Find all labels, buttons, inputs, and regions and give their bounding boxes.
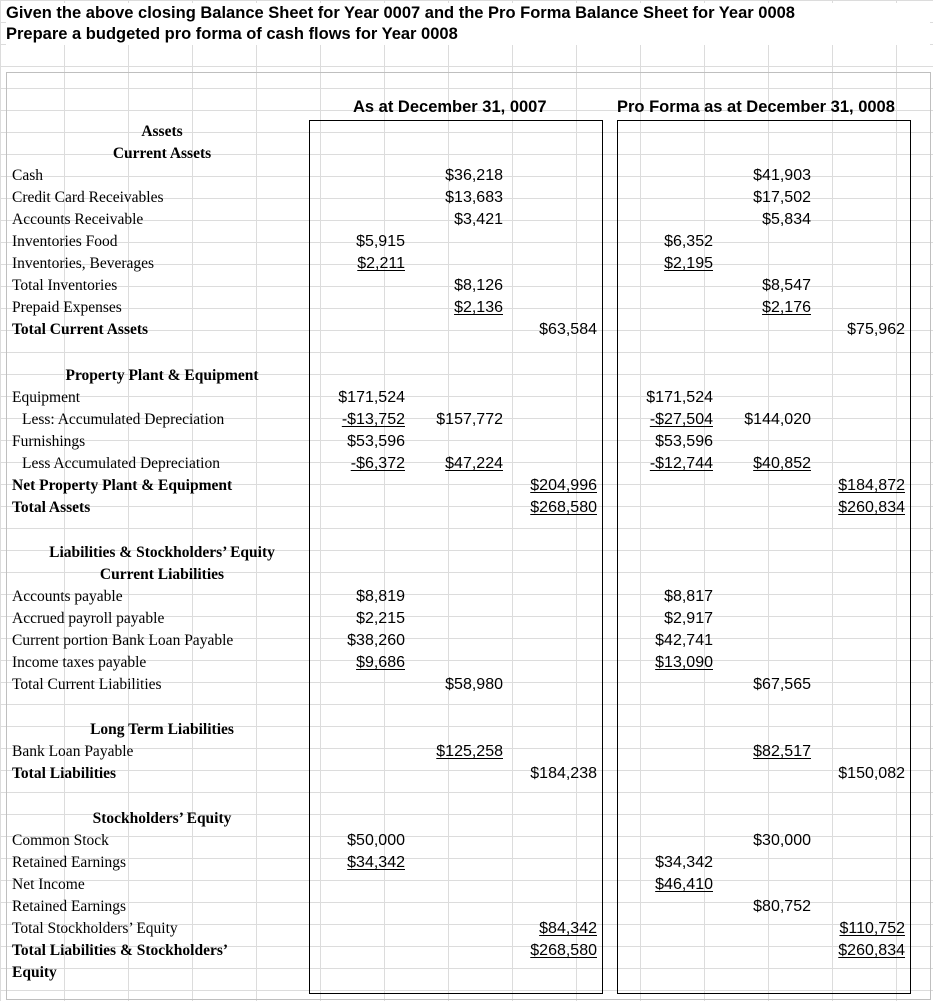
inventories-beverages-y7: $2,211 (357, 255, 405, 272)
income-taxes-y7: $9,686 (356, 654, 405, 671)
total-current-assets-label: Total Current Assets (12, 321, 149, 338)
total-liabilities-y7: $184,238 (530, 765, 597, 782)
title-line-2: Prepare a budgeted pro forma of cash flows for Year 0008 (6, 25, 458, 43)
total-assets-y8: $260,834 (838, 499, 905, 516)
inventories-food-y7: $5,915 (356, 233, 405, 250)
common-stock-label: Common Stock (12, 832, 109, 849)
current-liabilities-heading: Current Liabilities (99, 566, 225, 583)
net-equipment-y7: $157,772 (436, 411, 503, 428)
common-stock-y7: $50,000 (347, 832, 405, 849)
acc-dep-equipment-label: Less: Accumulated Depreciation (22, 411, 225, 428)
total-assets-label: Total Assets (12, 499, 91, 516)
furnishings-label: Furnishings (12, 433, 86, 450)
net-furnishings-y7: $47,224 (445, 455, 503, 472)
net-income-y8: $46,410 (655, 876, 713, 893)
title-line-1: Given the above closing Balance Sheet for Year 0007 and the Pro Forma Balance Sheet for Year 0008 (6, 4, 795, 22)
liabilities-equity-heading: Liabilities & Stockholders’ Equity (49, 544, 275, 561)
page-title (6, 3, 930, 45)
total-current-assets-y8: $75,962 (847, 321, 905, 338)
acc-dep-equipment-y7: -$13,752 (341, 411, 405, 428)
accounts-receivable-label: Accounts Receivable (12, 211, 144, 228)
total-liabilities-label: Total Liabilities (12, 765, 117, 782)
prepaid-expenses-y8: $2,176 (762, 299, 811, 316)
net-ppe-y8: $184,872 (838, 477, 905, 494)
total-assets-y7: $268,580 (530, 499, 597, 516)
net-income-label: Net Income (12, 876, 85, 893)
acc-dep-equipment-y8: -$27,504 (649, 411, 713, 428)
total-liabilities-y8: $150,082 (838, 765, 905, 782)
prepaid-expenses-label: Prepaid Expenses (12, 299, 122, 316)
accounts-payable-y8: $8,817 (664, 588, 713, 605)
total-liabilities-equity-label-2: Equity (12, 964, 57, 981)
cash-y7: $36,218 (445, 167, 503, 184)
furnishings-y8: $53,596 (655, 433, 713, 450)
equipment-y8: $171,524 (646, 389, 713, 406)
credit-card-y8: $17,502 (753, 189, 811, 206)
bank-loan-y8: $82,517 (753, 743, 811, 760)
current-assets-heading: Current Assets (112, 145, 212, 162)
inventories-food-y8: $6,352 (664, 233, 713, 250)
retained-earnings-y8: $34,342 (655, 854, 713, 871)
accounts-payable-y7: $8,819 (356, 588, 405, 605)
accrued-payroll-y7: $2,215 (356, 610, 405, 627)
total-current-liabilities-y8: $67,565 (753, 676, 811, 693)
total-equity-y7: $84,342 (539, 920, 597, 937)
net-ppe-y7: $204,996 (530, 477, 597, 494)
credit-card-label: Credit Card Receivables (12, 189, 164, 206)
acc-dep-furnishings-y7: -$6,372 (350, 455, 405, 472)
current-bank-loan-y8: $42,741 (655, 632, 713, 649)
total-inventories-y7: $8,126 (454, 277, 503, 294)
accrued-payroll-label: Accrued payroll payable (12, 610, 165, 627)
retained-earnings-end-y8: $80,752 (753, 898, 811, 915)
long-term-liabilities-heading: Long Term Liabilities (90, 721, 234, 738)
bank-loan-y7: $125,258 (436, 743, 503, 760)
total-current-assets-y7: $63,584 (539, 321, 597, 338)
retained-earnings-end-label: Retained Earnings (12, 898, 127, 915)
inventories-food-label: Inventories Food (12, 233, 118, 250)
income-taxes-y8: $13,090 (655, 654, 713, 671)
total-liabilities-equity-y7: $268,580 (530, 942, 597, 959)
acc-dep-furnishings-label: Less Accumulated Depreciation (22, 455, 220, 472)
current-bank-loan-label: Current portion Bank Loan Payable (12, 632, 234, 649)
assets-heading: Assets (141, 123, 183, 140)
common-stock-y8: $30,000 (753, 832, 811, 849)
accounts-receivable-y8: $5,834 (762, 211, 811, 228)
inventories-beverages-y8: $2,195 (664, 255, 713, 272)
retained-earnings-y7: $34,342 (347, 854, 405, 871)
acc-dep-furnishings-y8: -$12,744 (649, 455, 713, 472)
ppe-heading: Property Plant & Equipment (65, 367, 259, 384)
equipment-label: Equipment (12, 389, 81, 406)
retained-earnings-label: Retained Earnings (12, 854, 127, 871)
income-taxes-label: Income taxes payable (12, 654, 147, 671)
total-liabilities-equity-label: Total Liabilities & Stockholders’ (12, 942, 229, 959)
inventories-beverages-label: Inventories, Beverages (12, 255, 155, 272)
cash-label: Cash (12, 167, 43, 184)
total-inventories-y8: $8,547 (762, 277, 811, 294)
header-proforma: Pro Forma as at December 31, 0008 (617, 98, 895, 116)
equipment-y7: $171,524 (338, 389, 405, 406)
stockholders-equity-heading: Stockholders’ Equity (92, 810, 232, 827)
total-inventories-label: Total Inventories (12, 277, 118, 294)
prepaid-expenses-y7: $2,136 (454, 299, 503, 316)
header-current-year: As at December 31, 0007 (353, 98, 547, 116)
net-ppe-label: Net Property Plant & Equipment (12, 477, 233, 494)
credit-card-y7: $13,683 (445, 189, 503, 206)
accounts-receivable-y7: $3,421 (454, 211, 503, 228)
total-liabilities-equity-y8: $260,834 (838, 942, 905, 959)
net-furnishings-y8: $40,852 (753, 455, 811, 472)
total-equity-label: Total Stockholders’ Equity (12, 920, 178, 937)
current-bank-loan-y7: $38,260 (347, 632, 405, 649)
total-current-liabilities-label: Total Current Liabilities (12, 676, 162, 693)
total-current-liabilities-y7: $58,980 (445, 676, 503, 693)
cash-y8: $41,903 (753, 167, 811, 184)
net-equipment-y8: $144,020 (744, 411, 811, 428)
accounts-payable-label: Accounts payable (12, 588, 123, 605)
total-equity-y8: $110,752 (839, 920, 905, 937)
accrued-payroll-y8: $2,917 (664, 610, 713, 627)
furnishings-y7: $53,596 (347, 433, 405, 450)
bank-loan-label: Bank Loan Payable (12, 743, 134, 760)
